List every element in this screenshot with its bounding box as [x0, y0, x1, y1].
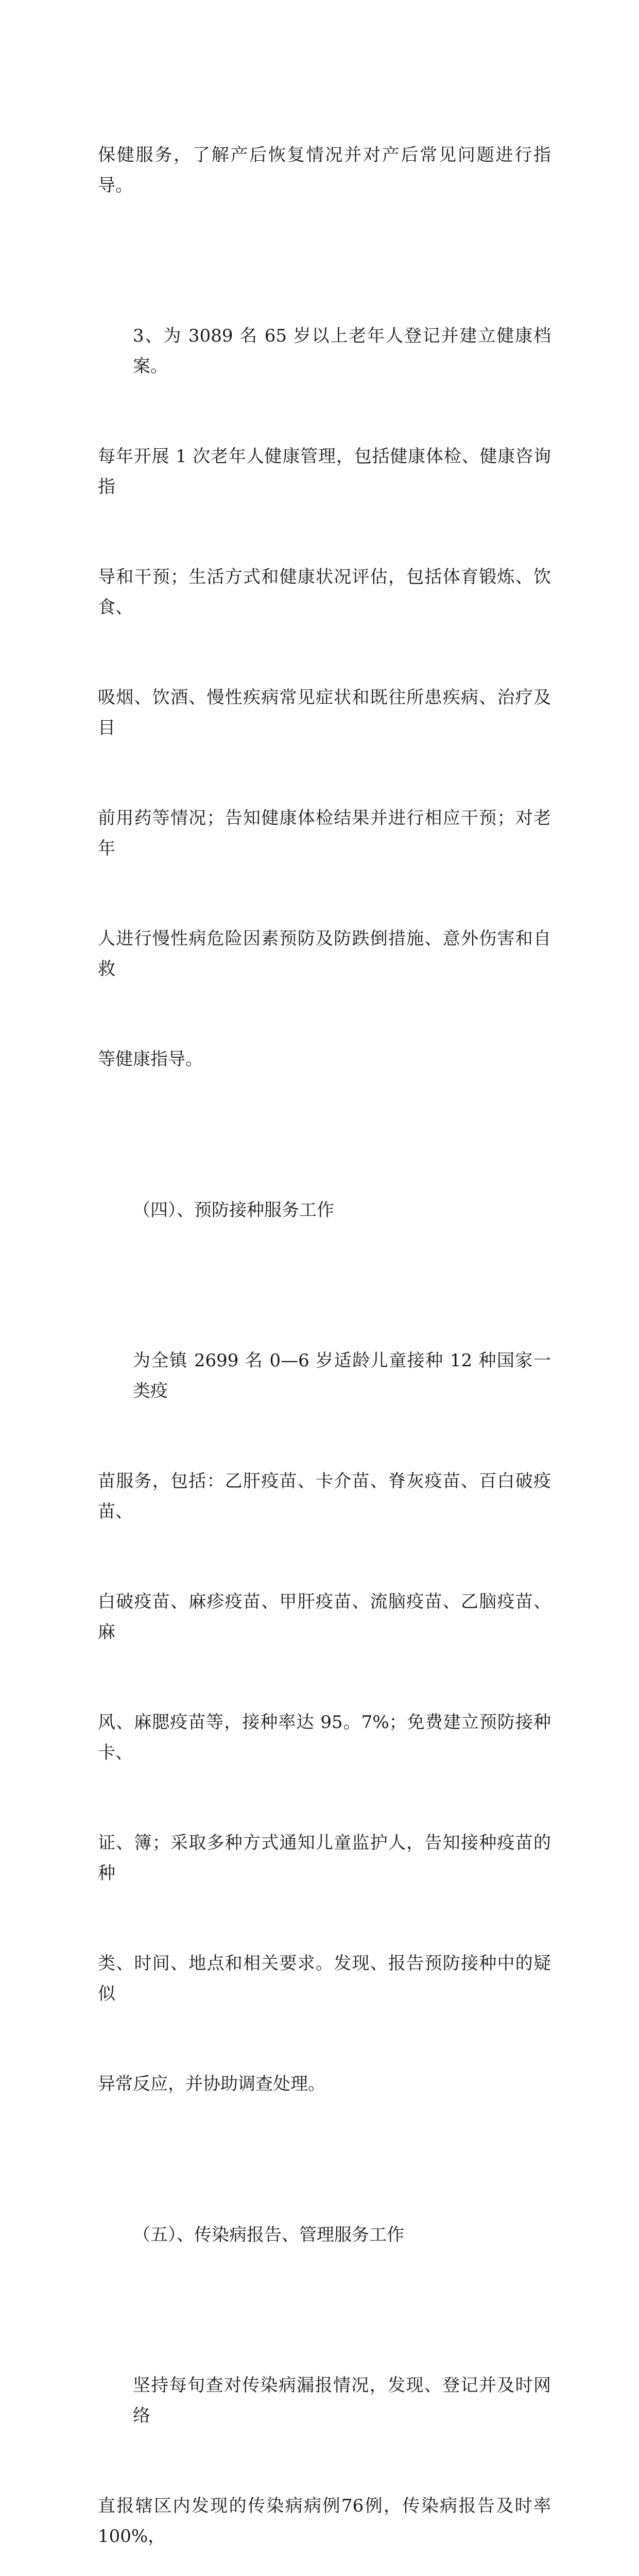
text-line: 证、簿；采取多种方式通知儿童监护人，告知接种疫苗的种	[98, 1833, 551, 1884]
text-line: 人进行慢性病危险因素预防及防跌倒措施、意外伤害和自救	[98, 928, 551, 979]
text-line: 异常反应，并协助调查处理。	[98, 2074, 325, 2094]
paragraph-infectious-disease	[98, 2310, 551, 2576]
section-heading-vaccination	[98, 1135, 551, 1286]
text-line: 3、为 3089 名 65 岁以上老年人登记并建立健康档案。	[133, 326, 551, 377]
text-line: 吸烟、饮酒、慢性疾病常见症状和既往所患疾病、治疗及目	[98, 687, 551, 738]
section-heading: （五）、传染病报告、管理服务工作	[133, 2224, 404, 2245]
text-line: 等健康指导。	[98, 1049, 203, 1070]
paragraph-postpartum-care	[98, 80, 551, 261]
text-line: 白破疫苗、麻疹疫苗、甲肝疫苗、流脑疫苗、乙脑疫苗、麻	[98, 1591, 551, 1642]
text-line: 坚持每旬查对传染病漏报情况，发现、登记并及时网络	[133, 2375, 551, 2426]
text-line: 前用药等情况；告知健康体检结果并进行相应干预；对老年	[98, 808, 551, 859]
text-line: 类、时间、地点和相关要求。发现、报告预防接种中的疑似	[98, 1953, 551, 2004]
section-heading-infectious-disease	[98, 2160, 551, 2311]
text-line: 苗服务，包括：乙肝疫苗、卡介苗、脊灰疫苗、百白破疫苗、	[98, 1471, 551, 1522]
text-line: 导和干预；生活方式和健康状况评估，包括体育锻炼、饮食、	[98, 567, 551, 618]
text-line: 保健服务，了解产后恢复情况并对产后常见问题进行指导。	[98, 145, 551, 196]
text-line: 为全镇 2699 名 0—6 岁适龄儿童接种 12 种国家一类疫	[133, 1350, 551, 1401]
paragraph-vaccination	[98, 1285, 551, 2160]
paragraph-elderly-health	[98, 261, 551, 1135]
section-heading: （四）、预防接种服务工作	[133, 1199, 334, 1221]
document-body	[98, 80, 551, 2576]
text-line: 直报辖区内发现的传染病病例76例，传染病报告及时率100%，	[98, 2496, 551, 2547]
text-line: 风、麻腮疫苗等，接种率达 95。7%；免费建立预防接种卡、	[98, 1712, 551, 1763]
text-line: 每年开展 1 次老年人健康管理，包括健康体检、健康咨询指	[98, 446, 551, 497]
